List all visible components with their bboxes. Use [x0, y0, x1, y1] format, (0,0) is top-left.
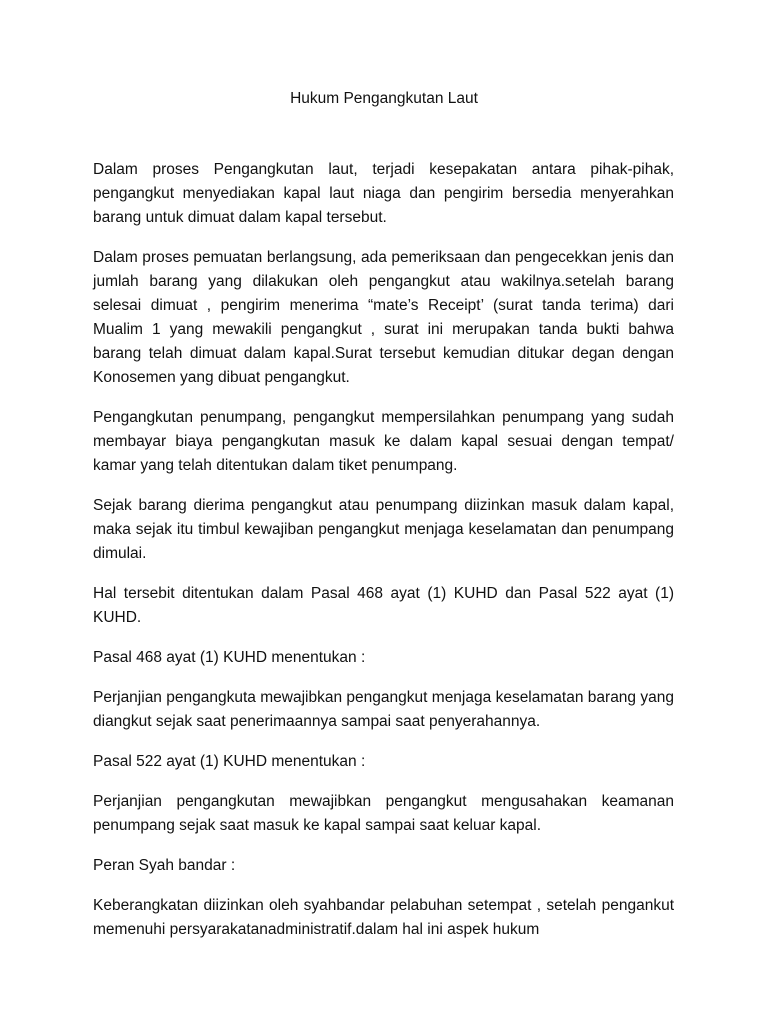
paragraph-1: Dalam proses Pengangkutan laut, terjadi kesepakatan antara pihak-pihak, pengangkut menyediakan kapal laut niaga dan pengirim bersedia menyerahkan barang untuk dimuat dalam kapal tersebut. [93, 161, 674, 226]
paragraph-11: Keberangkatan diizinkan oleh syahbandar pelabuhan setempat , setelah pengankut memenuhi persyarakatanadministratif.dalam hal ini aspek hukum [93, 897, 674, 938]
paragraph-5: Hal tersebit ditentukan dalam Pasal 468 ayat (1) KUHD dan Pasal 522 ayat (1) KUHD. [93, 585, 674, 626]
paragraph-10: Peran Syah bandar : [93, 857, 236, 874]
paragraph-2: Dalam proses pemuatan berlangsung, ada pemeriksaan dan pengecekkan jenis dan jumlah barang yang dilakukan oleh pengangkut atau wakilnya.setelah barang selesai dimuat , pengirim menerima “mate’s Receipt’ (surat tanda terima) dari Mualim 1 yang mewakili pengangkut , surat ini merupakan tanda bukti bahwa barang telah dimuat dalam kapal.Surat tersebut kemudian ditukar degan dengan Konosemen yang dibuat pengangkut. [93, 249, 674, 386]
paragraph-9: Perjanjian pengangkutan mewajibkan pengangkut mengusahakan keamanan penumpang sejak saat masuk ke kapal sampai saat keluar kapal. [93, 793, 674, 834]
document-title: Hukum Pengangkutan Laut [290, 90, 478, 107]
paragraph-8: Pasal 522 ayat (1) KUHD menentukan : [93, 753, 366, 770]
document-body [93, 158, 674, 958]
paragraph-6: Pasal 468 ayat (1) KUHD menentukan : [93, 649, 366, 666]
paragraph-4: Sejak barang dierima pengangkut atau penumpang diizinkan masuk dalam kapal, maka sejak itu timbul kewajiban pengangkut menjaga keselamatan dan penumpang dimulai. [93, 497, 674, 562]
paragraph-3: Pengangkutan penumpang, pengangkut mempersilahkan penumpang yang sudah membayar biaya pengangkutan masuk ke dalam kapal sesuai dengan tempat/ kamar yang telah ditentukan dalam tiket penumpang. [93, 409, 674, 474]
paragraph-7: Perjanjian pengangkuta mewajibkan pengangkut menjaga keselamatan barang yang diangkut sejak saat penerimaannya sampai saat penyerahannya. [93, 689, 674, 730]
